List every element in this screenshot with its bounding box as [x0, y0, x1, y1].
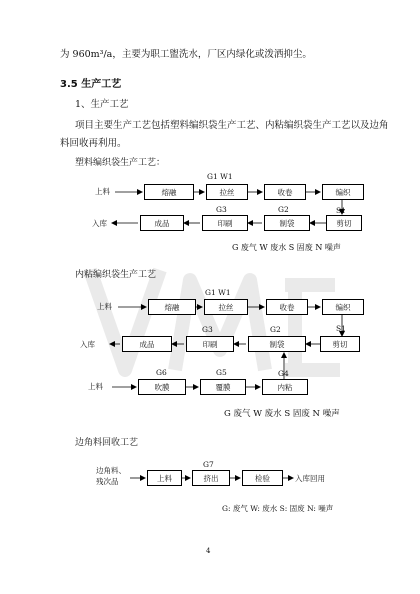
d1-emission-printing: G3 [216, 205, 227, 214]
d2-input-label: 上料 [97, 302, 112, 311]
d2-input-label-2: 上料 [88, 382, 103, 391]
caption-woven-bag: 塑料编织袋生产工艺： [75, 158, 166, 168]
d2-emission-blowfilm: G6 [156, 368, 167, 377]
d2-output-label: 入库 [80, 340, 95, 349]
d2-weaving-box: 编织 [322, 299, 364, 315]
d3-feeding-box: 上料 [147, 470, 182, 486]
paragraph-line-2: 料回收再利用。 [60, 138, 127, 149]
d3-emission-extrusion: G7 [203, 460, 214, 469]
d1-emission-cutting: S1 [336, 206, 346, 215]
d2-product-box: 成品 [122, 336, 172, 352]
d1-legend: G 废气 W 废水 S 固废 N 噪声 [232, 243, 341, 252]
d2-emission-drawing: G1 W1 [205, 288, 231, 297]
d2-legend: G 废气 W 废水 S 固废 N 噪声 [224, 409, 340, 419]
d1-weaving-box: 编织 [322, 184, 364, 200]
d3-input-line-1: 边角料、 [96, 466, 126, 475]
d2-blowfilm-box: 吹膜 [138, 379, 186, 395]
d1-output-label: 入库 [92, 219, 107, 228]
d2-winding-box: 收卷 [266, 299, 308, 315]
d3-output-label: 入库回用 [295, 474, 325, 483]
d2-melt-box: 熔融 [148, 299, 196, 315]
d2-emission-laminating: G5 [216, 368, 227, 377]
caption-inner-bag: 内粘编织袋生产工艺 [75, 270, 157, 280]
d3-input-line-2: 残次品 [96, 477, 119, 486]
caption-scrap-recycling: 边角料回收工艺 [75, 438, 139, 448]
d1-printing-box: 印刷 [202, 215, 248, 231]
d1-bagmaking-box: 制袋 [264, 215, 310, 231]
d1-input-label: 上料 [95, 187, 110, 196]
d2-printing-box: 印刷 [186, 336, 234, 352]
section-title: 3.5 生产工艺 [60, 79, 122, 90]
d1-product-box: 成品 [140, 215, 184, 231]
subsection-title: 1、生产工艺 [75, 99, 129, 110]
d2-emission-innerbond: G4 [278, 369, 289, 378]
d3-legend: G: 废气 W: 废水 S: 固废 N: 噪声 [222, 504, 334, 513]
paragraph-line-1: 项目主要生产工艺包括塑料编织袋生产工艺、内粘编织袋生产工艺以及边角 [75, 120, 389, 131]
d2-laminating-box: 覆膜 [200, 379, 246, 395]
d2-drawing-box: 拉丝 [204, 299, 248, 315]
d2-bagmaking-box: 制袋 [248, 336, 306, 352]
d3-inspection-box: 检验 [242, 470, 283, 486]
d3-extrusion-box: 挤出 [192, 470, 230, 486]
d1-emission-drawing: G1 W1 [207, 172, 233, 181]
d2-emission-cutting: S1 [336, 324, 346, 333]
d1-cutting-box: 剪切 [326, 215, 362, 231]
d2-emission-printing: G3 [202, 325, 213, 334]
d2-emission-bagmaking: G2 [270, 325, 281, 334]
page-number: 4 [206, 547, 211, 555]
intro-text: 为 960m³/a，主要为职工盥洗水，厂区内绿化或泼洒抑尘。 [60, 49, 312, 60]
d1-winding-box: 收卷 [264, 184, 306, 200]
d1-emission-bagmaking: G2 [278, 205, 289, 214]
d2-cutting-box: 剪切 [320, 336, 360, 352]
d1-drawing-box: 拉丝 [206, 184, 248, 200]
d1-melt-box: 熔融 [144, 184, 194, 200]
d2-innerbond-box: 内粘 [262, 379, 308, 395]
